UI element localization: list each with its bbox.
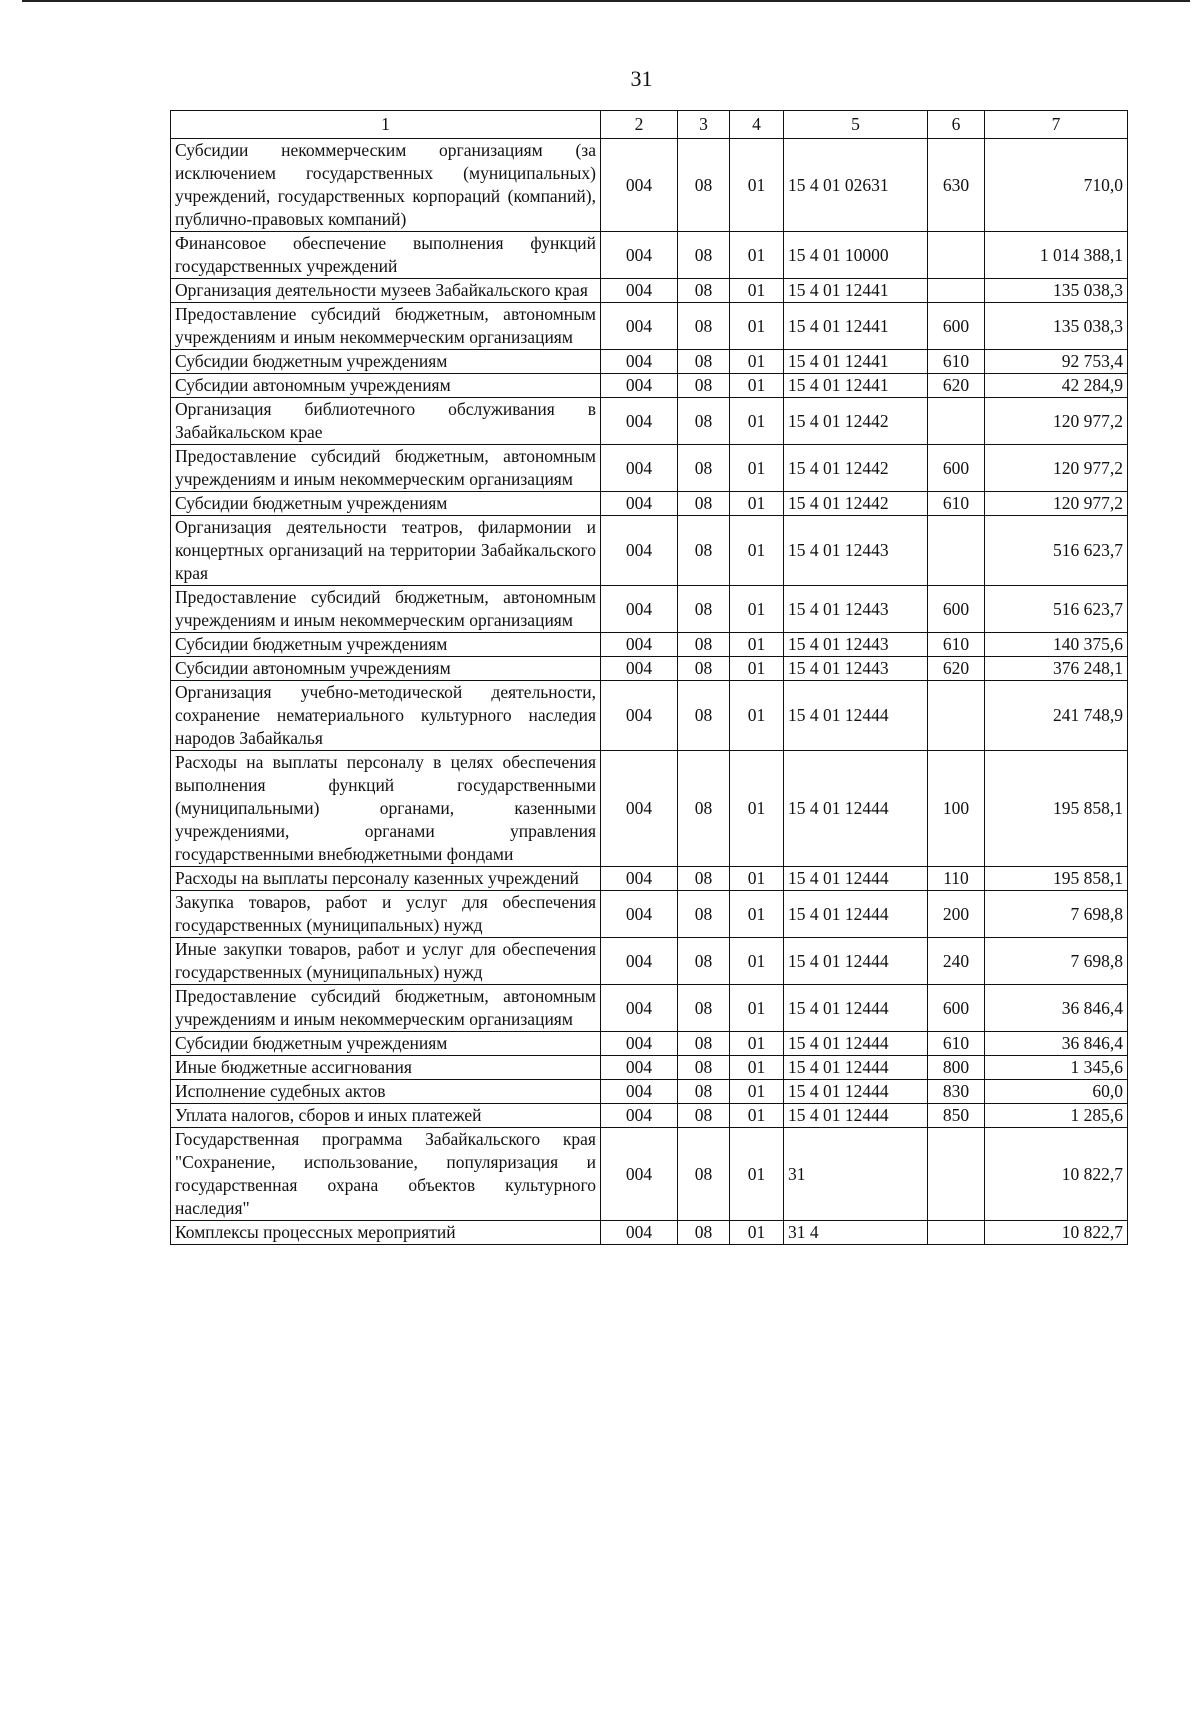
expense-type-cell: 110: [928, 867, 985, 891]
expense-name-cell: Организация деятельности театров, филармонии и концертных организаций на территории Забайкальского края: [171, 516, 601, 586]
expense-name-cell: Иные закупки товаров, работ и услуг для обеспечения государственных (муниципальных) нужд: [171, 938, 601, 985]
amount-cell: 120 977,2: [985, 398, 1128, 445]
section-code-cell: 08: [678, 586, 730, 633]
section-code-cell: 08: [678, 1104, 730, 1128]
budget-table: [170, 110, 1128, 1245]
ministry-code-cell: 004: [601, 374, 678, 398]
target-article-cell: 15 4 01 12444: [784, 681, 928, 751]
subsection-code-cell: 01: [730, 445, 784, 492]
section-code-cell: 08: [678, 1056, 730, 1080]
expense-name-cell: Организация деятельности музеев Забайкальского края: [171, 279, 601, 303]
expense-name-cell: Расходы на выплаты персоналу в целях обеспечения выполнения функций государственными (муниципальными) органами, казенными учреждениями, органами управления государственными внебюджетными фондами: [171, 751, 601, 867]
expense-name-cell: Субсидии некоммерческим организациям (за исключением государственных (муниципальных) учреждений, государственных корпораций (компаний), публично-правовых компаний): [171, 139, 601, 232]
ministry-code-cell: 004: [601, 751, 678, 867]
table-row: [171, 139, 1128, 232]
subsection-code-cell: 01: [730, 279, 784, 303]
expense-name-cell: Субсидии бюджетным учреждениям: [171, 1032, 601, 1056]
subsection-code-cell: 01: [730, 516, 784, 586]
subsection-code-cell: 01: [730, 891, 784, 938]
target-article-cell: 15 4 01 12444: [784, 891, 928, 938]
expense-name-cell: Субсидии бюджетным учреждениям: [171, 350, 601, 374]
amount-cell: 516 623,7: [985, 586, 1128, 633]
table-row: [171, 1056, 1128, 1080]
subsection-code-cell: 01: [730, 492, 784, 516]
amount-cell: 36 846,4: [985, 985, 1128, 1032]
section-code-cell: 08: [678, 1128, 730, 1221]
ministry-code-cell: 004: [601, 681, 678, 751]
expense-type-cell: 200: [928, 891, 985, 938]
table-row: [171, 303, 1128, 350]
subsection-code-cell: 01: [730, 751, 784, 867]
amount-cell: 1 345,6: [985, 1056, 1128, 1080]
amount-cell: 42 284,9: [985, 374, 1128, 398]
subsection-code-cell: 01: [730, 938, 784, 985]
target-article-cell: 15 4 01 12441: [784, 279, 928, 303]
subsection-code-cell: 01: [730, 1221, 784, 1245]
expense-name-cell: Финансовое обеспечение выполнения функций государственных учреждений: [171, 232, 601, 279]
table-row: [171, 891, 1128, 938]
expense-name-cell: Комплексы процессных мероприятий: [171, 1221, 601, 1245]
subsection-code-cell: 01: [730, 985, 784, 1032]
expense-name-cell: Субсидии автономным учреждениям: [171, 374, 601, 398]
expense-name-cell: Закупка товаров, работ и услуг для обеспечения государственных (муниципальных) нужд: [171, 891, 601, 938]
header-cell-7: 7: [985, 111, 1128, 139]
table-header: [171, 111, 1128, 139]
ministry-code-cell: 004: [601, 891, 678, 938]
expense-type-cell: 600: [928, 985, 985, 1032]
ministry-code-cell: 004: [601, 938, 678, 985]
table-row: [171, 516, 1128, 586]
target-article-cell: 15 4 01 12443: [784, 657, 928, 681]
amount-cell: 135 038,3: [985, 303, 1128, 350]
target-article-cell: 15 4 01 12444: [784, 985, 928, 1032]
amount-cell: 195 858,1: [985, 751, 1128, 867]
subsection-code-cell: 01: [730, 1032, 784, 1056]
expense-type-cell: [928, 1221, 985, 1245]
table-row: [171, 867, 1128, 891]
section-code-cell: 08: [678, 303, 730, 350]
table-row: [171, 985, 1128, 1032]
expense-type-cell: 620: [928, 374, 985, 398]
amount-cell: 135 038,3: [985, 279, 1128, 303]
expense-type-cell: [928, 1128, 985, 1221]
amount-cell: 516 623,7: [985, 516, 1128, 586]
subsection-code-cell: 01: [730, 633, 784, 657]
section-code-cell: 08: [678, 516, 730, 586]
expense-name-cell: Расходы на выплаты персоналу казенных учреждений: [171, 867, 601, 891]
table-row: [171, 445, 1128, 492]
subsection-code-cell: 01: [730, 374, 784, 398]
table-row: [171, 657, 1128, 681]
expense-type-cell: 600: [928, 303, 985, 350]
ministry-code-cell: 004: [601, 350, 678, 374]
amount-cell: 1 285,6: [985, 1104, 1128, 1128]
amount-cell: 36 846,4: [985, 1032, 1128, 1056]
amount-cell: 60,0: [985, 1080, 1128, 1104]
section-code-cell: 08: [678, 1032, 730, 1056]
expense-name-cell: Организация учебно-методической деятельности, сохранение нематериального культурного наследия народов Забайкалья: [171, 681, 601, 751]
table-row: [171, 1221, 1128, 1245]
ministry-code-cell: 004: [601, 657, 678, 681]
section-code-cell: 08: [678, 445, 730, 492]
subsection-code-cell: 01: [730, 657, 784, 681]
expense-name-cell: Предоставление субсидий бюджетным, автономным учреждениям и иным некоммерческим организациям: [171, 445, 601, 492]
table-row: [171, 633, 1128, 657]
section-code-cell: 08: [678, 867, 730, 891]
amount-cell: 7 698,8: [985, 938, 1128, 985]
ministry-code-cell: 004: [601, 1104, 678, 1128]
ministry-code-cell: 004: [601, 867, 678, 891]
section-code-cell: 08: [678, 681, 730, 751]
target-article-cell: 15 4 01 12444: [784, 751, 928, 867]
expense-name-cell: Предоставление субсидий бюджетным, автономным учреждениям и иным некоммерческим организациям: [171, 586, 601, 633]
target-article-cell: 31 4: [784, 1221, 928, 1245]
subsection-code-cell: 01: [730, 586, 784, 633]
target-article-cell: 15 4 01 12444: [784, 1032, 928, 1056]
expense-type-cell: 240: [928, 938, 985, 985]
expense-name-cell: Иные бюджетные ассигнования: [171, 1056, 601, 1080]
target-article-cell: 15 4 01 12441: [784, 350, 928, 374]
expense-name-cell: Субсидии бюджетным учреждениям: [171, 492, 601, 516]
header-cell-3: 3: [678, 111, 730, 139]
subsection-code-cell: 01: [730, 1080, 784, 1104]
ministry-code-cell: 004: [601, 303, 678, 350]
section-code-cell: 08: [678, 232, 730, 279]
section-code-cell: 08: [678, 633, 730, 657]
expense-type-cell: 630: [928, 139, 985, 232]
ministry-code-cell: 004: [601, 1128, 678, 1221]
target-article-cell: 15 4 01 12443: [784, 516, 928, 586]
target-article-cell: 31: [784, 1128, 928, 1221]
expense-type-cell: [928, 279, 985, 303]
section-code-cell: 08: [678, 657, 730, 681]
subsection-code-cell: 01: [730, 1104, 784, 1128]
table-row: [171, 279, 1128, 303]
expense-name-cell: Государственная программа Забайкальского края "Сохранение, использование, популяризация и государственная охрана объектов культурного наследия": [171, 1128, 601, 1221]
subsection-code-cell: 01: [730, 1056, 784, 1080]
target-article-cell: 15 4 01 12442: [784, 445, 928, 492]
header-row: [171, 111, 1128, 139]
ministry-code-cell: 004: [601, 1080, 678, 1104]
section-code-cell: 08: [678, 938, 730, 985]
expense-type-cell: 610: [928, 492, 985, 516]
amount-cell: 120 977,2: [985, 445, 1128, 492]
table-row: [171, 751, 1128, 867]
amount-cell: 376 248,1: [985, 657, 1128, 681]
expense-type-cell: 610: [928, 350, 985, 374]
ministry-code-cell: 004: [601, 586, 678, 633]
table-row: [171, 232, 1128, 279]
page-number: 31: [630, 66, 653, 91]
amount-cell: 120 977,2: [985, 492, 1128, 516]
expense-type-cell: 610: [928, 633, 985, 657]
table-body: [171, 139, 1128, 1245]
target-article-cell: 15 4 01 12443: [784, 586, 928, 633]
table-row: [171, 681, 1128, 751]
amount-cell: 1 014 388,1: [985, 232, 1128, 279]
expense-type-cell: 610: [928, 1032, 985, 1056]
expense-name-cell: Субсидии бюджетным учреждениям: [171, 633, 601, 657]
ministry-code-cell: 004: [601, 232, 678, 279]
subsection-code-cell: 01: [730, 1128, 784, 1221]
subsection-code-cell: 01: [730, 867, 784, 891]
section-code-cell: 08: [678, 350, 730, 374]
amount-cell: 92 753,4: [985, 350, 1128, 374]
amount-cell: 10 822,7: [985, 1128, 1128, 1221]
amount-cell: 241 748,9: [985, 681, 1128, 751]
table-row: [171, 1032, 1128, 1056]
target-article-cell: 15 4 01 12444: [784, 1104, 928, 1128]
target-article-cell: 15 4 01 12441: [784, 303, 928, 350]
ministry-code-cell: 004: [601, 1056, 678, 1080]
expense-name-cell: Субсидии автономным учреждениям: [171, 657, 601, 681]
expense-name-cell: Уплата налогов, сборов и иных платежей: [171, 1104, 601, 1128]
expense-type-cell: [928, 681, 985, 751]
expense-type-cell: 800: [928, 1056, 985, 1080]
expense-type-cell: [928, 398, 985, 445]
subsection-code-cell: 01: [730, 398, 784, 445]
subsection-code-cell: 01: [730, 303, 784, 350]
section-code-cell: 08: [678, 751, 730, 867]
ministry-code-cell: 004: [601, 279, 678, 303]
target-article-cell: 15 4 01 12444: [784, 938, 928, 985]
section-code-cell: 08: [678, 1221, 730, 1245]
ministry-code-cell: 004: [601, 516, 678, 586]
section-code-cell: 08: [678, 492, 730, 516]
target-article-cell: 15 4 01 12444: [784, 1080, 928, 1104]
section-code-cell: 08: [678, 139, 730, 232]
ministry-code-cell: 004: [601, 1221, 678, 1245]
expense-type-cell: [928, 232, 985, 279]
target-article-cell: 15 4 01 12443: [784, 633, 928, 657]
section-code-cell: 08: [678, 374, 730, 398]
expense-type-cell: 600: [928, 586, 985, 633]
amount-cell: 140 375,6: [985, 633, 1128, 657]
subsection-code-cell: 01: [730, 139, 784, 232]
ministry-code-cell: 004: [601, 1032, 678, 1056]
target-article-cell: 15 4 01 02631: [784, 139, 928, 232]
section-code-cell: 08: [678, 279, 730, 303]
ministry-code-cell: 004: [601, 985, 678, 1032]
ministry-code-cell: 004: [601, 398, 678, 445]
table-row: [171, 1128, 1128, 1221]
table-row: [171, 350, 1128, 374]
table-row: [171, 938, 1128, 985]
amount-cell: 710,0: [985, 139, 1128, 232]
table-row: [171, 398, 1128, 445]
expense-type-cell: 600: [928, 445, 985, 492]
target-article-cell: 15 4 01 12441: [784, 374, 928, 398]
section-code-cell: 08: [678, 1080, 730, 1104]
expense-type-cell: 620: [928, 657, 985, 681]
amount-cell: 7 698,8: [985, 891, 1128, 938]
ministry-code-cell: 004: [601, 633, 678, 657]
expense-name-cell: Организация библиотечного обслуживания в Забайкальском крае: [171, 398, 601, 445]
ministry-code-cell: 004: [601, 445, 678, 492]
header-cell-5: 5: [784, 111, 928, 139]
table-row: [171, 1080, 1128, 1104]
target-article-cell: 15 4 01 12444: [784, 867, 928, 891]
section-code-cell: 08: [678, 985, 730, 1032]
target-article-cell: 15 4 01 12444: [784, 1056, 928, 1080]
expense-type-cell: 850: [928, 1104, 985, 1128]
section-code-cell: 08: [678, 398, 730, 445]
header-cell-2: 2: [601, 111, 678, 139]
table-row: [171, 1104, 1128, 1128]
table-row: [171, 586, 1128, 633]
header-cell-6: 6: [928, 111, 985, 139]
expense-name-cell: Исполнение судебных актов: [171, 1080, 601, 1104]
ministry-code-cell: 004: [601, 492, 678, 516]
target-article-cell: 15 4 01 12442: [784, 398, 928, 445]
target-article-cell: 15 4 01 10000: [784, 232, 928, 279]
subsection-code-cell: 01: [730, 350, 784, 374]
subsection-code-cell: 01: [730, 232, 784, 279]
subsection-code-cell: 01: [730, 681, 784, 751]
amount-cell: 195 858,1: [985, 867, 1128, 891]
expense-name-cell: Предоставление субсидий бюджетным, автономным учреждениям и иным некоммерческим организациям: [171, 303, 601, 350]
expense-name-cell: Предоставление субсидий бюджетным, автономным учреждениям и иным некоммерческим организациям: [171, 985, 601, 1032]
ministry-code-cell: 004: [601, 139, 678, 232]
section-code-cell: 08: [678, 891, 730, 938]
header-cell-4: 4: [730, 111, 784, 139]
scan-edge: [22, 0, 1190, 2]
expense-type-cell: 100: [928, 751, 985, 867]
table-row: [171, 492, 1128, 516]
table-row: [171, 374, 1128, 398]
expense-type-cell: [928, 516, 985, 586]
expense-type-cell: 830: [928, 1080, 985, 1104]
target-article-cell: 15 4 01 12442: [784, 492, 928, 516]
amount-cell: 10 822,7: [985, 1221, 1128, 1245]
header-cell-1: 1: [171, 111, 601, 139]
